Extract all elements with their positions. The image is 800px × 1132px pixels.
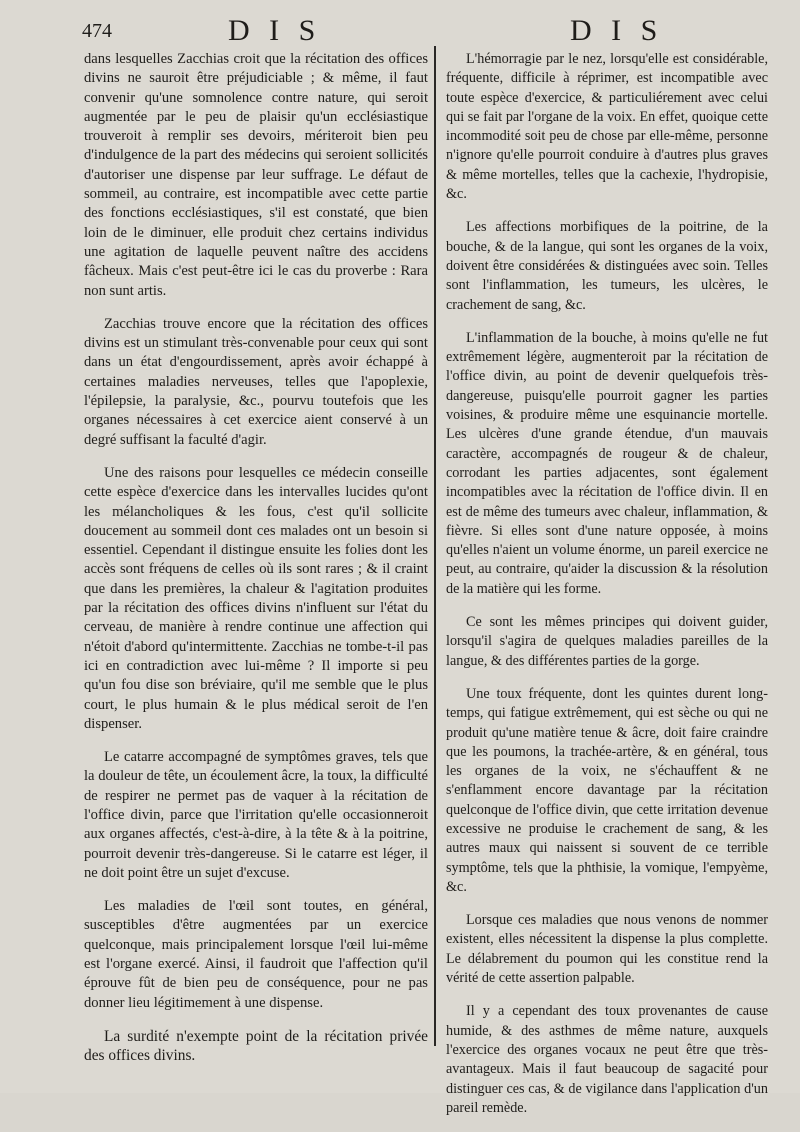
paragraph: Zacchias trouve encore que la récitation des offices divins est un stimulant très-convenable pour ceux qui sont dans un état d'engourdissement, après avoir échappé à certaines maladies nerveuses, telles que l'apoplexie, l'épilepsie, la paralysie, &c., pourvu toutefois que les organes nécessaires à cet exercice aient conservé à un degré suffisant la faculté d'agir. [84,315,428,448]
paragraph: Les affections morbifiques de la poitrine, de la bouche, & de la langue, qui sont les organes de la voix, doivent être considérées & distinguées avec soin. Telles sont l'inflammation, les tumeurs, les ulcères, le crachement de sang, &c. [446,219,768,313]
paragraph: Il y a cependant des toux provenantes de cause humide, & des asthmes de même nature, auxquels l'exercice des organes vocaux ne peut être que très-avantageux. Mais il faut beaucoup de sagacité pour distinguer ces cas, & de vigilance dans l'application d'un pareil remède. [446,1003,768,1116]
running-header [0,12,800,50]
left-column [84,50,428,1080]
paragraph: Le catarre accompagné de symptômes graves, tels que la douleur de tête, un écoulement âcre, la toux, la difficulté de respirer ne permet pas de vaquer à la récitation de l'office divin, parce que l'irritation qu'elle occasionneroit aux organes affectés, c'est-à-dire, à la tête & à la poitrine, pourroit devenir très-dangereuse. Si le catarre est léger, il ne doit point être un sujet d'excuse. [84,749,428,881]
right-column [446,50,768,1132]
paragraph: Les maladies de l'œil sont toutes, en général, susceptibles d'être augmentées par un exercice quelconque, mais principalement lorsque l'œil lui-même est l'organe exercé. Ainsi, il faudroit que l'affection qu'il éprouve fût de bien peu de conséquence, pour ne pas donner lieu légitimement à une dispense. [84,898,428,1011]
paragraph: Une des raisons pour lesquelles ce médecin conseille cette espèce d'exercice dans les intervalles lucides qu'ont les mélancholiques & les fous, c'est qu'il sollicite doucement au sommeil dont ces malades ont un besoin si essentiel. Cependant il distingue ensuite les folies dont les accès sont fréquens de celles où ils sont rares ; & il craint que dans les premières, la chaleur & l'agitation produites par la récitation des offices divins n'influent sur l'état du cerveau, de manière à rendre continue une affection qui n'étoit d'abord qu'intermittente. Zacchias ne tombe-t-il pas ici en contradiction avec lui-même ? Il importe si peu qu'un fou dise son bréviaire, qu'il me semble que le plus court, le plus humain & le plus médical seroit de l'en dispenser. [84,464,428,732]
page-number: 474 [82,20,112,42]
column-divider [434,46,436,1046]
right-running-head: D I S [570,14,664,47]
paragraph: La surdité n'exempte point de la récitation privée des offices divins. [84,1027,428,1065]
paragraph: L'inflammation de la bouche, à moins qu'elle ne fut extrêmement légère, augmenteroit par la récitation de l'office divin, au point de devenir quelquefois très-dangereuse, puisqu'elle pourroit gagner les parties voisines, & produire même une esquinancie mortelle. Les ulcères d'une grande étendue, d'un mauvais caractère, accompagnés de rougeur & de chaleur, corrodant les parties adjacentes, sont également incompatibles avec la récitation de l'office divin. Il en est de même des tumeurs avec chaleur, inflammation, & fièvre. Si elles sont d'une nature opposée, à moins qu'elles n'aient un volume énorme, un pareil exercice ne peut, au contraire, qu'aider la discussion & la résolution de la matière qui les forme. [446,329,768,597]
paragraph: Ce sont les mêmes principes qui doivent guider, lorsqu'il s'agira de quelques maladies pareilles de la langue, & des différentes parties de la gorge. [446,614,768,669]
left-running-head: D I S [228,14,322,47]
paragraph: dans lesquelles Zacchias croit que la récitation des offices divins ne sauroit être préjudiciable ; & même, il faut convenir qu'une somnolence contre nature, qui seroit augmentée par le peu de plaisir qu'un ecclésiastique trouveroit à remplir ses devoirs, mériteroit bien peu d'indulgence de la part des médecins qui seroient sollicités d'autoriser une dispense par leur suffrage. Le défaut de sommeil, au contraire, est incompatible avec cette partie des fonctions ecclésiastiques, s'il est constaté, que bien loin de le diminuer, elle produit chez certains individus une agitation de laquelle peuvent naître des accidens fâcheux. Mais c'est peut-être ici le cas du proverbe : Rara non sunt artis. [84,51,428,299]
paragraph: Lorsque ces maladies que nous venons de nommer existent, elles nécessitent la dispense la plus complette. Le délabrement du poumon qui les constitue rend la vérité de cette assertion palpable. [446,912,768,987]
paragraph: Une toux fréquente, dont les quintes durent long-temps, qui fatigue extrêmement, qui est sèche ou qui ne produit qu'une matière tenue & âcre, doit faire craindre que les poumons, la trachée-artère, & en général, tous les organes de la voix, ne s'échauffent & ne s'enflamment encore davantage par la récitation quelconque de l'office divin, que cette irritation devenue excessive ne produise le crachement de sang, & les autres maux qui naissent si souvent de ce terrible symptôme, tels que la phthisie, la vomique, l'empyème, &c. [446,685,768,895]
paragraph: L'hémorragie par le nez, lorsqu'elle est considérable, fréquente, difficile à réprimer, est incompatible avec toute espèce d'exercice, & particuliérement avec celui qui se fait par l'organe de la voix. En effet, quoique cette incommodité soit peu de chose par elle-même, personne n'ignore qu'elle pourroit conduire à d'autres plus graves & même mortelles, telles que la cachexie, l'hydropisie, &c. [446,51,768,203]
